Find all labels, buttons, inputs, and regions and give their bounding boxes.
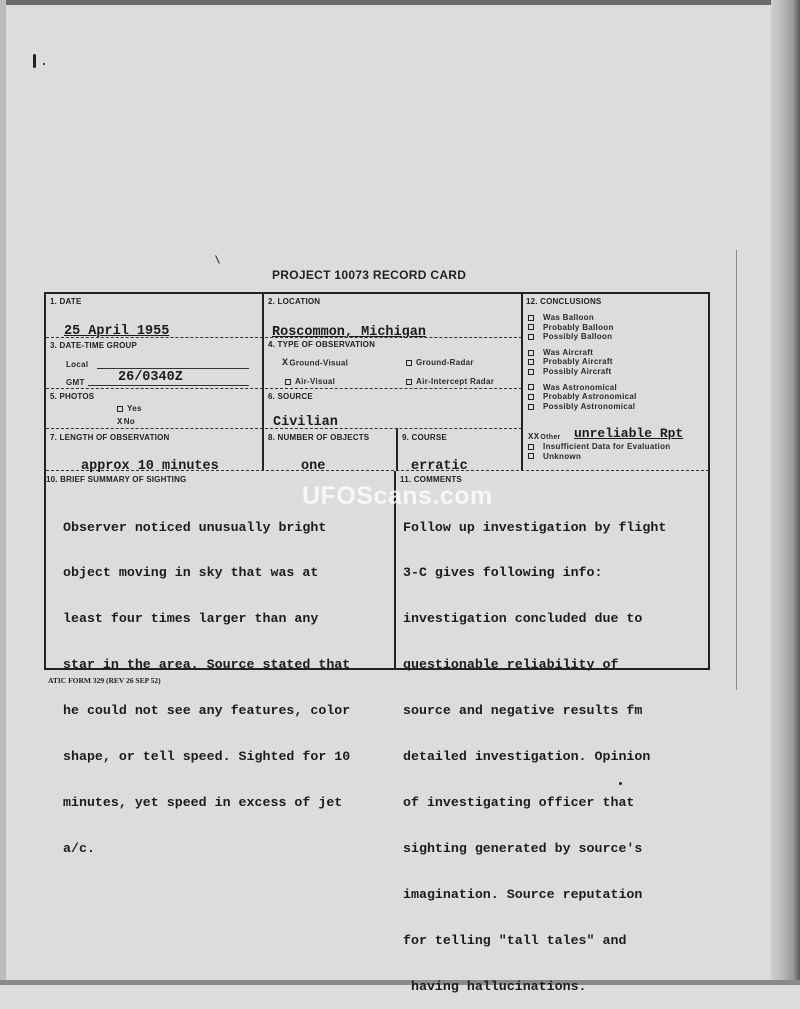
checkbox-icon [528, 324, 534, 330]
checkbox-icon [528, 334, 534, 340]
checkbox-icon [528, 315, 534, 321]
local-fill-line [97, 368, 249, 369]
summary-line: Observer noticed unusually bright [63, 519, 327, 535]
length-of-observation-value: approx 10 minutes [81, 459, 219, 474]
option-photos-yes[interactable]: Yes [117, 404, 142, 413]
scan-edge-left [0, 0, 6, 985]
checked-x-mark-icon: X [282, 358, 289, 369]
summary-line: least four times larger than any [63, 611, 319, 627]
comment-line: sighting generated by source's [403, 840, 643, 856]
scan-edge-bottom [0, 980, 800, 985]
conclusion-probably-astronomical[interactable]: Probably Astronomical [528, 392, 637, 402]
summary-line: minutes, yet speed in excess of jet [63, 794, 343, 810]
summary-line: shape, or tell speed. Sighted for 10 [63, 749, 351, 765]
length-of-observation-label: 7. LENGTH OF OBSERVATION [50, 433, 170, 442]
checkbox-icon [528, 359, 534, 365]
gmt-value: 26/0340Z [118, 370, 183, 385]
date-time-group-label: 3. DATE-TIME GROUP [50, 341, 138, 350]
checkbox-icon [285, 379, 291, 385]
scan-edge-right [771, 0, 800, 985]
option-ground-radar[interactable]: Ground-Radar [406, 358, 474, 367]
number-of-objects-label: 8. NUMBER OF OBJECTS [268, 433, 370, 442]
summary-line: object moving in sky that was at [63, 565, 319, 581]
course-label: 9. COURSE [402, 433, 447, 442]
comment-line: for telling "tall tales" and [403, 932, 627, 948]
conclusions-tail [528, 442, 670, 461]
location-value: Roscommon, Michigan [272, 325, 426, 340]
source-label: 6. SOURCE [268, 392, 313, 401]
option-air-visual[interactable]: Air-Visual [285, 377, 335, 386]
checkbox-icon [528, 444, 534, 450]
divider [46, 388, 522, 390]
brief-summary-label: 10. BRIEF SUMMARY OF SIGHTING [46, 475, 187, 484]
conclusions-label: 12. CONCLUSIONS [526, 297, 602, 306]
location-label: 2. LOCATION [268, 297, 321, 306]
gmt-label: GMT [66, 378, 85, 387]
ink-speck [33, 54, 36, 68]
comments-label: 11. COMMENTS [400, 475, 462, 484]
conclusion-other[interactable]: XXOther [528, 432, 561, 442]
ink-speck [215, 255, 220, 264]
paper-fold-line [736, 250, 737, 690]
comment-line: 3-C gives following info: [403, 565, 603, 581]
conclusion-probably-aircraft[interactable]: Probably Aircraft [528, 357, 637, 367]
ink-speck [43, 63, 45, 65]
comment-line: imagination. Source reputation [403, 886, 643, 902]
conclusion-other-value: unreliable Rpt [574, 426, 684, 441]
checkbox-icon [528, 394, 534, 400]
checked-x-mark-icon: X [117, 417, 123, 427]
divider [396, 428, 398, 470]
conclusion-was-aircraft[interactable]: Was Aircraft [528, 348, 637, 358]
scan-edge-top [0, 0, 800, 5]
checkbox-icon [406, 379, 412, 385]
checkbox-icon [528, 404, 534, 410]
conclusion-possibly-balloon[interactable]: Possibly Balloon [528, 332, 637, 342]
number-of-objects-value: one [301, 459, 326, 474]
summary-line: star in the area. Source stated that [63, 657, 351, 673]
date-value: 25 April 1955 [64, 324, 170, 339]
comment-line: Follow up investigation by flight [403, 519, 667, 535]
course-value: erratic [411, 459, 468, 474]
divider [521, 293, 523, 470]
divider [262, 293, 264, 470]
comments-text [403, 489, 666, 1009]
comment-line: investigation concluded due to [403, 611, 643, 627]
comment-line: questionable reliability of [403, 657, 619, 673]
date-label: 1. DATE [50, 297, 82, 306]
conclusion-unknown[interactable]: Unknown [528, 452, 670, 462]
checkbox-icon [117, 406, 123, 412]
checkbox-icon [528, 369, 534, 375]
source-value: Civilian [273, 415, 338, 430]
checkbox-icon [528, 350, 534, 356]
conclusion-probably-balloon[interactable]: Probably Balloon [528, 323, 637, 333]
checkbox-icon [406, 360, 412, 366]
option-ground-visual[interactable]: XGround-Visual [282, 358, 349, 369]
photos-label: 5. PHOTOS [50, 392, 95, 401]
conclusion-possibly-astronomical[interactable]: Possibly Astronomical [528, 402, 637, 412]
comment-line: detailed investigation. Opinion [403, 749, 651, 765]
conclusion-possibly-aircraft[interactable]: Possibly Aircraft [528, 367, 637, 377]
form-footer: ATIC FORM 329 (REV 26 SEP 52) [48, 676, 161, 685]
conclusion-insufficient-data[interactable]: Insufficient Data for Evaluation [528, 442, 670, 452]
comment-line: of investigating officer that [403, 794, 635, 810]
gmt-fill-line [88, 385, 249, 386]
watermark: UFOScans.com [302, 482, 493, 510]
option-photos-no[interactable]: XNo [117, 417, 135, 427]
comment-line: having hallucinations. [403, 978, 587, 994]
local-label: Local [66, 360, 89, 369]
checked-x-mark-icon: XX [528, 432, 540, 442]
conclusion-was-balloon[interactable]: Was Balloon [528, 313, 637, 323]
type-of-observation-label: 4. TYPE OF OBSERVATION [268, 340, 376, 349]
conclusion-was-astronomical[interactable]: Was Astronomical [528, 383, 637, 393]
conclusions-list [528, 313, 637, 411]
summary-line: he could not see any features, color [63, 703, 351, 719]
checkbox-icon [528, 384, 534, 390]
card-title: PROJECT 10073 RECORD CARD [272, 268, 467, 282]
summary-line: a/c. [63, 840, 95, 856]
comment-line: source and negative results fm [403, 703, 643, 719]
option-air-intercept-radar[interactable]: Air-Intercept Radar [406, 377, 494, 386]
checkbox-icon [528, 453, 534, 459]
